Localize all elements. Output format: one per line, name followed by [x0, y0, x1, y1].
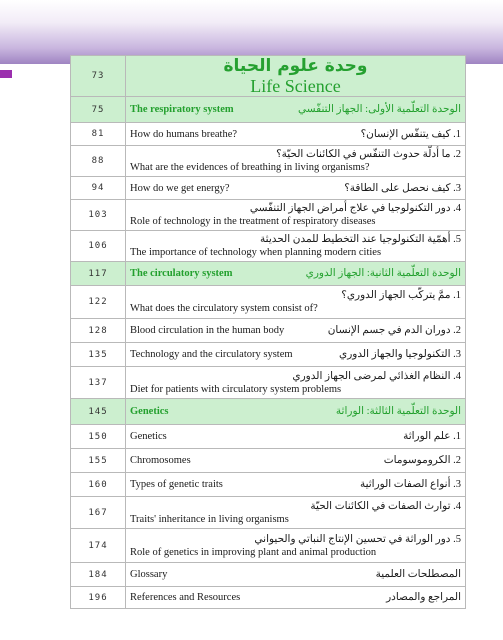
entry-english: Types of genetic traits	[130, 479, 223, 490]
page-number: 137	[71, 367, 126, 399]
toc-row[interactable]	[71, 587, 466, 609]
toc-unit-row[interactable]	[71, 262, 466, 286]
toc-row[interactable]	[71, 563, 466, 587]
entry-english: References and Resources	[130, 592, 241, 603]
page-number: 75	[71, 97, 126, 123]
toc-row[interactable]	[71, 529, 466, 563]
page-number: 88	[71, 146, 126, 177]
entry-english: Role of technology in the treatment of respiratory diseases	[130, 216, 376, 227]
toc-row[interactable]	[71, 177, 466, 200]
toc-row[interactable]	[71, 473, 466, 497]
page-number: 174	[71, 529, 126, 563]
page-number: 73	[71, 56, 126, 97]
entry-english: Blood circulation in the human body	[130, 325, 285, 336]
page-number: 160	[71, 473, 126, 497]
entry-arabic: 2. ما أدلّة حدوث التنفّس في الكائنات الحيّة؟	[276, 149, 461, 160]
entry-arabic: المراجع والمصادر	[386, 592, 461, 603]
toc-row[interactable]	[71, 231, 466, 262]
toc-row[interactable]	[71, 146, 466, 177]
side-marker	[0, 70, 12, 78]
entry-arabic: 3. التكنولوجيا والجهاز الدوري	[339, 349, 461, 360]
table-of-contents	[70, 55, 466, 609]
entry-english: How do humans breathe?	[130, 128, 238, 140]
entry-arabic: 2. الكروموسومات	[383, 455, 461, 466]
toc-unit-row[interactable]	[71, 399, 466, 425]
entry-arabic: الوحدة التعلّمية الأولى: الجهاز التنفّسي	[298, 104, 461, 115]
entry-arabic: 4. دور التكنولوجيا في علاج أمراض الجهاز التنفّسي	[249, 203, 461, 214]
entry-english: The importance of technology when planning modern cities	[130, 247, 382, 258]
entry-english: Role of genetics in improving plant and animal production	[130, 546, 377, 558]
entry-english: Traits' inheritance in living organisms	[130, 513, 289, 525]
entry-arabic: 1. ممَّ يتركّب الجهاز الدوري؟	[341, 290, 461, 301]
entry-arabic: 3. كيف نحصل على الطاقة؟	[344, 182, 461, 194]
toc-unit-row[interactable]	[71, 97, 466, 123]
entry-english: What does the circulatory system consist of?	[130, 303, 318, 314]
unit-title-row	[71, 56, 466, 97]
entry-english: Technology and the circulatory system	[130, 349, 293, 360]
entry-english: What are the evidences of breathing in living organisms?	[130, 162, 370, 173]
entry-arabic: المصطلحات العلمية	[375, 569, 461, 580]
toc-row[interactable]	[71, 449, 466, 473]
toc-row[interactable]	[71, 367, 466, 399]
toc-row[interactable]	[71, 319, 466, 343]
page-number: 145	[71, 399, 126, 425]
entry-arabic: 5. أهمّية التكنولوجيا عند التخطيط للمدن الحديثة	[260, 234, 461, 245]
entry-arabic: الوحدة التعلّمية الثانية: الجهاز الدوري	[305, 268, 461, 279]
entry-arabic: الوحدة التعلّمية الثالثة: الوراثة	[335, 406, 461, 417]
page-number: 184	[71, 563, 126, 587]
toc-row[interactable]	[71, 497, 466, 529]
unit-title-english: Life Science	[250, 76, 341, 96]
entry-arabic: 4. توارث الصفات في الكائنات الحيّة	[310, 500, 461, 512]
unit-title	[126, 56, 466, 97]
page-number: 150	[71, 425, 126, 449]
page-number: 155	[71, 449, 126, 473]
page-number: 106	[71, 231, 126, 262]
entry-arabic: 1. علم الوراثة	[403, 431, 461, 442]
toc-row[interactable]	[71, 200, 466, 231]
entry-english: Genetics	[130, 406, 169, 417]
page-number: 128	[71, 319, 126, 343]
entry-english: Glossary	[130, 569, 168, 580]
entry-arabic: 2. دوران الدم في جسم الإنسان	[327, 325, 461, 336]
page-number: 103	[71, 200, 126, 231]
toc-row[interactable]	[71, 286, 466, 319]
entry-english: The circulatory system	[130, 268, 233, 279]
toc-row[interactable]	[71, 425, 466, 449]
entry-arabic: 4. النظام الغذائي لمرضى الجهاز الدوري	[292, 370, 461, 382]
page-number: 117	[71, 262, 126, 286]
page-number: 167	[71, 497, 126, 529]
entry-arabic: 3. أنواع الصفات الوراثية	[359, 479, 461, 490]
entry-arabic: 5. دور الوراثة في تحسين الإنتاج النباتي والحيواني	[254, 533, 461, 545]
page-number: 94	[71, 177, 126, 200]
toc-row[interactable]	[71, 123, 466, 146]
entry-english: Diet for patients with circulatory system problems	[130, 383, 342, 395]
toc-row[interactable]	[71, 343, 466, 367]
page-number: 81	[71, 123, 126, 146]
page-number: 196	[71, 587, 126, 609]
entry-english: The respiratory system	[130, 104, 234, 115]
page-number: 122	[71, 286, 126, 319]
entry-arabic: 1. كيف يتنفّس الإنسان؟	[360, 128, 461, 140]
entry-english: How do we get energy?	[130, 182, 230, 194]
entry-english: Chromosomes	[130, 455, 191, 466]
page-number: 135	[71, 343, 126, 367]
unit-title-arabic: وحدة علوم الحياة	[223, 56, 368, 76]
entry-english: Genetics	[130, 431, 167, 442]
